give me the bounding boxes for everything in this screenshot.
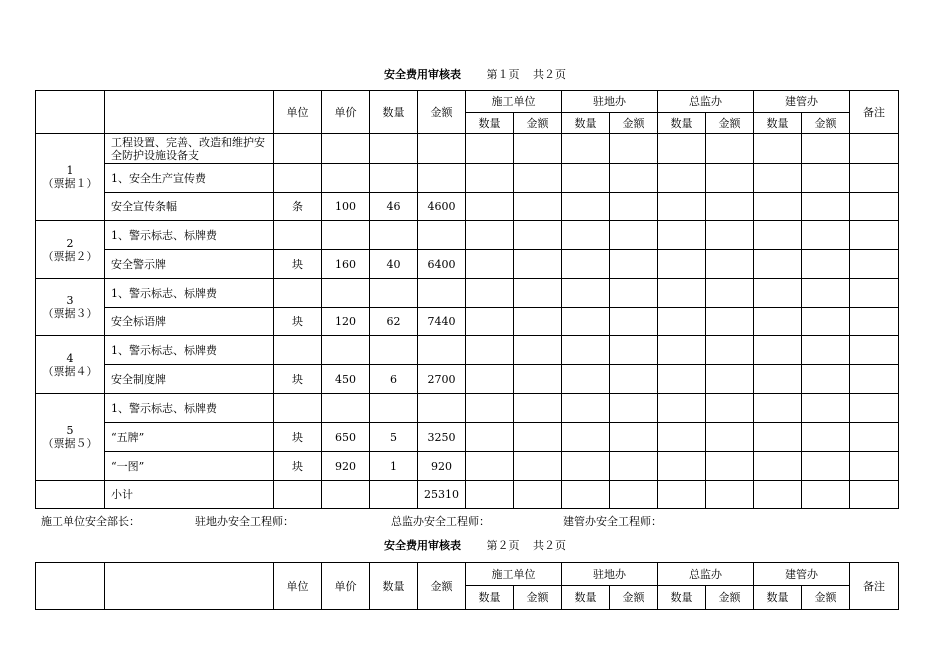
- item-number: 1: [66, 164, 74, 177]
- cell: [754, 308, 802, 336]
- cell: [466, 134, 514, 164]
- item-amount: [418, 164, 466, 193]
- item-unit: 块: [274, 250, 322, 279]
- cell: [706, 336, 754, 365]
- cell: [802, 336, 850, 365]
- cell: [706, 365, 754, 394]
- subtotal-num: [36, 481, 105, 509]
- item-unit: 块: [274, 423, 322, 452]
- item-amount: [418, 336, 466, 365]
- cell: [706, 279, 754, 308]
- cell: [850, 394, 899, 423]
- receipt-label: （票据５）: [42, 437, 98, 450]
- header-price: 单价: [322, 91, 370, 134]
- cell: [754, 336, 802, 365]
- item-quantity: [370, 336, 418, 365]
- sub-amount: 金额: [706, 113, 754, 134]
- cell: [850, 193, 899, 221]
- cell: [658, 452, 706, 481]
- cell: [754, 134, 802, 164]
- item-price: [322, 394, 370, 423]
- cell: [658, 481, 706, 509]
- cell: [706, 452, 754, 481]
- cell: [562, 164, 610, 193]
- item-amount: 920: [418, 452, 466, 481]
- cell: [466, 394, 514, 423]
- item-price: 120: [322, 308, 370, 336]
- cell: [706, 481, 754, 509]
- item-quantity: 46: [370, 193, 418, 221]
- form-title: 安全费用审核表: [384, 539, 461, 552]
- header-price: 单价: [322, 563, 370, 610]
- item-unit: [274, 134, 322, 164]
- item-unit: [274, 221, 322, 250]
- header-group-construction: 施工单位: [466, 563, 562, 586]
- item-quantity: [370, 221, 418, 250]
- item-quantity: [370, 134, 418, 164]
- cell: [850, 134, 899, 164]
- cell: [754, 423, 802, 452]
- cell: [514, 221, 562, 250]
- cell: [754, 279, 802, 308]
- page-title-2: [0, 537, 950, 553]
- page-total: 共２页: [533, 68, 566, 81]
- header-amount: 金额: [418, 563, 466, 610]
- cell: [562, 365, 610, 394]
- header-amount: 金额: [418, 91, 466, 134]
- item-quantity: [370, 279, 418, 308]
- item-amount: 3250: [418, 423, 466, 452]
- cell: [514, 193, 562, 221]
- item-quantity: 62: [370, 308, 418, 336]
- subtotal-price: [322, 481, 370, 509]
- cell: [754, 365, 802, 394]
- table-row: [36, 308, 899, 336]
- receipt-cell: [36, 394, 105, 481]
- table-row: [36, 394, 899, 423]
- item-number: 3: [66, 294, 74, 307]
- cell: [754, 452, 802, 481]
- item-price: 100: [322, 193, 370, 221]
- cell: [610, 308, 658, 336]
- cell: [850, 164, 899, 193]
- header-group-supervisor: 总监办: [658, 563, 754, 586]
- cell: [658, 279, 706, 308]
- item-name: 1、警示标志、标牌费: [105, 394, 274, 423]
- cell: [658, 394, 706, 423]
- item-name: “一图”: [105, 452, 274, 481]
- receipt-label: （票据１）: [42, 177, 98, 190]
- table-row: [36, 193, 899, 221]
- subtotal-row: [36, 481, 899, 509]
- cell: [562, 221, 610, 250]
- cell: [514, 250, 562, 279]
- table-row: [36, 221, 899, 250]
- item-name: 安全标语牌: [105, 308, 274, 336]
- cell: [754, 164, 802, 193]
- item-price: [322, 279, 370, 308]
- item-amount: [418, 134, 466, 164]
- item-price: [322, 221, 370, 250]
- header-quantity: 数量: [370, 91, 418, 134]
- item-name: “五牌”: [105, 423, 274, 452]
- item-quantity: 40: [370, 250, 418, 279]
- cell: [562, 250, 610, 279]
- table-row: [36, 452, 899, 481]
- cell: [754, 394, 802, 423]
- cell: [466, 250, 514, 279]
- cell: [802, 134, 850, 164]
- cell: [850, 481, 899, 509]
- cell: [514, 336, 562, 365]
- cell: [706, 423, 754, 452]
- header-unit: 单位: [274, 91, 322, 134]
- header-row: [36, 91, 899, 113]
- item-price: [322, 164, 370, 193]
- cell: [466, 193, 514, 221]
- header-num: [36, 563, 105, 610]
- signature-construction: 施工单位安全部长：: [41, 515, 140, 528]
- cell: [706, 193, 754, 221]
- cell: [514, 423, 562, 452]
- header-item: [105, 563, 274, 610]
- cell: [562, 336, 610, 365]
- header-group-management: 建管办: [754, 563, 850, 586]
- cell: [610, 164, 658, 193]
- item-quantity: 5: [370, 423, 418, 452]
- cell: [514, 481, 562, 509]
- cell: [658, 164, 706, 193]
- cell: [802, 394, 850, 423]
- cell: [466, 481, 514, 509]
- cell: [562, 193, 610, 221]
- cell: [610, 193, 658, 221]
- page-total: 共２页: [533, 539, 566, 552]
- cell: [610, 423, 658, 452]
- cell: [562, 452, 610, 481]
- sub-amount: 金额: [514, 113, 562, 134]
- cell: [514, 279, 562, 308]
- cell: [610, 336, 658, 365]
- cell: [706, 394, 754, 423]
- item-unit: [274, 164, 322, 193]
- sub-quantity: 数量: [466, 586, 514, 610]
- item-name: 安全宣传条幅: [105, 193, 274, 221]
- cell: [802, 279, 850, 308]
- item-unit: 块: [274, 308, 322, 336]
- item-price: 920: [322, 452, 370, 481]
- cell: [850, 336, 899, 365]
- table-row: [36, 423, 899, 452]
- cell: [466, 365, 514, 394]
- header-remarks: 备注: [850, 91, 899, 134]
- signature-management: 建管办安全工程师：: [563, 515, 662, 528]
- cell: [802, 481, 850, 509]
- sub-amount: 金额: [610, 113, 658, 134]
- cell: [658, 250, 706, 279]
- audit-table-page-1: [35, 90, 899, 509]
- receipt-label: （票据４）: [42, 364, 98, 378]
- header-item: [105, 91, 274, 134]
- item-name: 1、警示标志、标牌费: [105, 336, 274, 365]
- page-number: 第１页: [486, 68, 520, 81]
- sub-quantity: 数量: [562, 586, 610, 610]
- item-price: [322, 134, 370, 164]
- cell: [802, 250, 850, 279]
- cell: [514, 394, 562, 423]
- item-price: 450: [322, 365, 370, 394]
- cell: [802, 365, 850, 394]
- cell: [466, 336, 514, 365]
- sub-quantity: 数量: [658, 586, 706, 610]
- header-group-construction: 施工单位: [466, 91, 562, 113]
- item-price: 650: [322, 423, 370, 452]
- sub-quantity: 数量: [754, 113, 802, 134]
- receipt-cell: [36, 279, 105, 336]
- item-name: 1、警示标志、标牌费: [105, 221, 274, 250]
- cell: [850, 250, 899, 279]
- sub-quantity: 数量: [466, 113, 514, 134]
- item-unit: [274, 394, 322, 423]
- item-number: 4: [66, 351, 74, 365]
- subtotal-amount: 25310: [418, 481, 466, 509]
- item-name: 工程设置、完善、改造和维护安全防护设施设备支: [105, 134, 274, 164]
- cell: [850, 423, 899, 452]
- header-group-management: 建管办: [754, 91, 850, 113]
- cell: [466, 308, 514, 336]
- header-remarks: 备注: [850, 563, 899, 610]
- cell: [802, 221, 850, 250]
- item-unit: [274, 279, 322, 308]
- cell: [610, 134, 658, 164]
- table-row: [36, 365, 899, 394]
- sub-amount: 金额: [802, 586, 850, 610]
- item-unit: 块: [274, 365, 322, 394]
- cell: [466, 221, 514, 250]
- table-row: [36, 134, 899, 164]
- cell: [610, 452, 658, 481]
- cell: [802, 452, 850, 481]
- item-amount: [418, 221, 466, 250]
- cell: [850, 308, 899, 336]
- signature-resident: 驻地办安全工程师：: [195, 515, 294, 528]
- sub-quantity: 数量: [754, 586, 802, 610]
- header-unit: 单位: [274, 563, 322, 610]
- receipt-cell: [36, 221, 105, 279]
- cell: [514, 308, 562, 336]
- item-amount: [418, 279, 466, 308]
- cell: [514, 452, 562, 481]
- receipt-label: （票据３）: [42, 307, 98, 320]
- cell: [850, 279, 899, 308]
- sub-amount: 金额: [802, 113, 850, 134]
- cell: [658, 336, 706, 365]
- cell: [754, 221, 802, 250]
- cell: [802, 193, 850, 221]
- item-amount: 6400: [418, 250, 466, 279]
- cell: [658, 308, 706, 336]
- cell: [610, 221, 658, 250]
- table-row: [36, 336, 899, 365]
- subtotal-quantity: [370, 481, 418, 509]
- cell: [562, 481, 610, 509]
- item-quantity: 6: [370, 365, 418, 394]
- cell: [610, 279, 658, 308]
- item-amount: 4600: [418, 193, 466, 221]
- cell: [610, 394, 658, 423]
- table-row: [36, 250, 899, 279]
- sub-quantity: 数量: [658, 113, 706, 134]
- item-name: 安全制度牌: [105, 365, 274, 394]
- item-price: [322, 336, 370, 365]
- item-quantity: [370, 394, 418, 423]
- item-name: 1、警示标志、标牌费: [105, 279, 274, 308]
- table-row: [36, 164, 899, 193]
- cell: [802, 164, 850, 193]
- receipt-cell: [36, 134, 105, 221]
- cell: [658, 193, 706, 221]
- item-number: 2: [66, 236, 74, 250]
- cell: [466, 423, 514, 452]
- item-quantity: 1: [370, 452, 418, 481]
- cell: [658, 423, 706, 452]
- cell: [562, 308, 610, 336]
- cell: [562, 134, 610, 164]
- cell: [850, 365, 899, 394]
- item-amount: 7440: [418, 308, 466, 336]
- page-number: 第２页: [486, 539, 520, 552]
- cell: [514, 164, 562, 193]
- cell: [514, 134, 562, 164]
- subtotal-label: 小计: [105, 481, 274, 509]
- cell: [562, 394, 610, 423]
- cell: [610, 481, 658, 509]
- audit-table-page-2: [35, 562, 899, 610]
- cell: [754, 193, 802, 221]
- sub-amount: 金额: [514, 586, 562, 610]
- cell: [514, 365, 562, 394]
- item-amount: [418, 394, 466, 423]
- cell: [466, 452, 514, 481]
- cell: [706, 164, 754, 193]
- cell: [754, 250, 802, 279]
- item-price: 160: [322, 250, 370, 279]
- header-group-resident: 驻地办: [562, 91, 658, 113]
- subtotal-unit: [274, 481, 322, 509]
- cell: [562, 423, 610, 452]
- item-number: 5: [66, 424, 74, 437]
- sub-amount: 金额: [610, 586, 658, 610]
- cell: [610, 250, 658, 279]
- signature-footer: [0, 513, 950, 527]
- header-group-resident: 驻地办: [562, 563, 658, 586]
- form-title: 安全费用审核表: [384, 68, 461, 81]
- header-group-supervisor: 总监办: [658, 91, 754, 113]
- item-quantity: [370, 164, 418, 193]
- cell: [706, 250, 754, 279]
- cell: [802, 423, 850, 452]
- item-name: 1、安全生产宣传费: [105, 164, 274, 193]
- sub-amount: 金额: [706, 586, 754, 610]
- item-name: 安全警示牌: [105, 250, 274, 279]
- cell: [706, 134, 754, 164]
- item-amount: 2700: [418, 365, 466, 394]
- header-num: [36, 91, 105, 134]
- receipt-label: （票据２）: [42, 249, 98, 263]
- header-row: [36, 563, 899, 586]
- header-quantity: 数量: [370, 563, 418, 610]
- page-title-1: [0, 66, 950, 82]
- cell: [466, 279, 514, 308]
- receipt-cell: [36, 336, 105, 394]
- cell: [466, 164, 514, 193]
- cell: [706, 221, 754, 250]
- cell: [610, 365, 658, 394]
- cell: [850, 221, 899, 250]
- cell: [658, 221, 706, 250]
- cell: [658, 365, 706, 394]
- cell: [802, 308, 850, 336]
- table-row: [36, 279, 899, 308]
- sub-quantity: 数量: [562, 113, 610, 134]
- signature-supervisor: 总监办安全工程师：: [391, 515, 490, 528]
- cell: [850, 452, 899, 481]
- cell: [658, 134, 706, 164]
- cell: [706, 308, 754, 336]
- item-unit: [274, 336, 322, 365]
- item-unit: 条: [274, 193, 322, 221]
- item-unit: 块: [274, 452, 322, 481]
- cell: [754, 481, 802, 509]
- cell: [562, 279, 610, 308]
